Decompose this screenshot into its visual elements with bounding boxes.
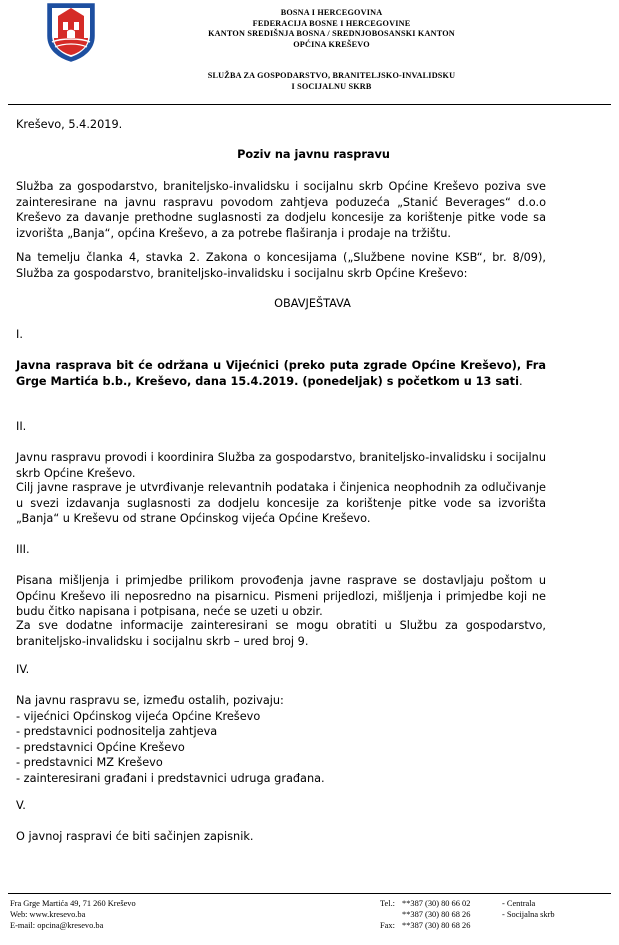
minutes-paragraph: O javnoj raspravi će biti sačinjen zapisnik. [16, 830, 254, 843]
footer-contact-block [380, 898, 555, 932]
contact-paragraph: Za sve dodatne informacije zainteresirani se mogu obratiti u Službu za gospodarstvo, braniteljsko-invalidsku i socijalnu skrb – ured broj 9. [16, 619, 546, 648]
invitees-list [16, 709, 546, 787]
footer-tel-central-desc: - Centrala [502, 899, 536, 908]
letterhead-line: FEDERACIJA BOSNE I HERCEGOVINE [252, 18, 411, 28]
header-divider [8, 104, 611, 105]
invitees-intro: Na javnu raspravu se, između ostalih, pozivaju: [16, 694, 284, 707]
document-date: Kreševo, 5.4.2019. [16, 118, 123, 131]
section-number: II. [16, 420, 27, 433]
letterhead-line: OPĆINA KREŠEVO [293, 39, 370, 49]
list-item: - zainteresirani građani i predstavnici udruga građana. [16, 771, 325, 785]
purpose-paragraph: Cilj javne rasprave je utvrđivanje relevantnih podataka i činjenica neophodnih za odlučivanje u svezi izdavanja suglasnosti za dodjelu koncesije za korištenje pitke vode sa izvorišta „Banja“ u Kreševu od strane Općinskog vijeća Općine Kreševo. [16, 481, 546, 525]
list-item: - predstavnici Općine Kreševo [16, 740, 185, 754]
footer-tel-label: Tel.: [380, 899, 395, 908]
footer-fax: **387 (30) 80 68 26 [402, 921, 471, 931]
service-line: SLUŽBA ZA GOSPODARSTVO, BRANITELJSKO-INVALIDSKU [207, 71, 456, 80]
hearing-details-paragraph [16, 358, 546, 389]
hearing-details-period: . [518, 374, 523, 388]
section-number: III. [16, 543, 30, 556]
section-number: IV. [16, 663, 30, 676]
section-number: V. [16, 799, 26, 812]
list-item: - predstavnici podnositelja zahtjeva [16, 725, 218, 738]
footer-web-link[interactable]: Web: www.kresevo.ba [10, 910, 86, 920]
intro-paragraph: Služba za gospodarstvo, braniteljsko-invalidsku i socijalnu skrb Općine Kreševo poziva sve zainteresirane na javnu raspravu povodom zahtjeva poduzeća „Stanić Beverages“ d.o.o Kreševo za davanje prethodne suglasnosti za dodjelu koncesije za korištenje pitke vode sa izvorišta „Banja“, općina Kreševo, a za potrebe flaširanja i prodaje na tržištu. [16, 180, 546, 240]
footer-tel-social-desc: - Socijalna skrb [502, 910, 555, 920]
organizer-paragraph: Javnu raspravu provodi i koordinira Služba za gospodarstvo, braniteljsko-invalidsku i socijalnu skrb Općine Kreševo. [16, 451, 546, 480]
service-name [22, 71, 619, 92]
service-line: I SOCIJALNU SKRB [291, 81, 372, 91]
footer-tel-spacer [380, 909, 402, 920]
footer-divider [8, 893, 611, 894]
letterhead-line: BOSNA I HERCEGOVINA [280, 8, 383, 17]
footer-tel-social: **387 (30) 80 68 26 [402, 910, 471, 920]
footer-tel-central: **387 (30) 80 66 02 [402, 899, 471, 908]
hearing-details-text: Javna rasprava bit će održana u Vijećnici (preko puta zgrade Općine Kreševo), Fra Grge Martića b.b., Kreševo, dana 15.4.2019. (ponedeljak) s početkom u 13 sati [16, 359, 546, 388]
footer-fax-label: Fax: [380, 921, 395, 931]
section-number: I. [16, 328, 23, 341]
submissions-paragraph: Pisana mišljenja i primjedbe prilikom provođenja javne rasprave se dostavljaju poštom u Općinu Kreševo ili neposredno na pisarnicu. Pismeni prijedlozi, mišljenja i primjedbe koji ne budu čitko napisana i potpisana, neće se uzeti u obzir. [16, 574, 546, 618]
letterhead-title [22, 8, 619, 50]
footer-address: Fra Grge Martića 49, 71 260 Kreševo [10, 899, 136, 908]
list-item: - vijećnici Općinskog vijeća Općine Kreševo [16, 709, 261, 723]
legal-basis-paragraph: Na temelju članka 4, stavka 2. Zakona o koncesijama („Službene novine KSB“, br. 8/09), Služba za gospodarstvo, braniteljsko-invalidsku i socijalnu skrb Općine Kreševo: [16, 251, 546, 280]
footer-email-link[interactable]: E-mail: opcina@kresevo.ba [10, 921, 104, 931]
notice-title: OBAVJEŠTAVA [274, 297, 351, 310]
list-item: - predstavnici MZ Kreševo [16, 756, 163, 769]
document-subject: Poziv na javnu raspravu [237, 148, 390, 161]
invitees-block [16, 693, 546, 786]
letterhead-line: KANTON SREDIŠNJA BOSNA / SREDNJOBOSANSKI KANTON [208, 29, 455, 39]
footer-address-block [10, 898, 136, 932]
